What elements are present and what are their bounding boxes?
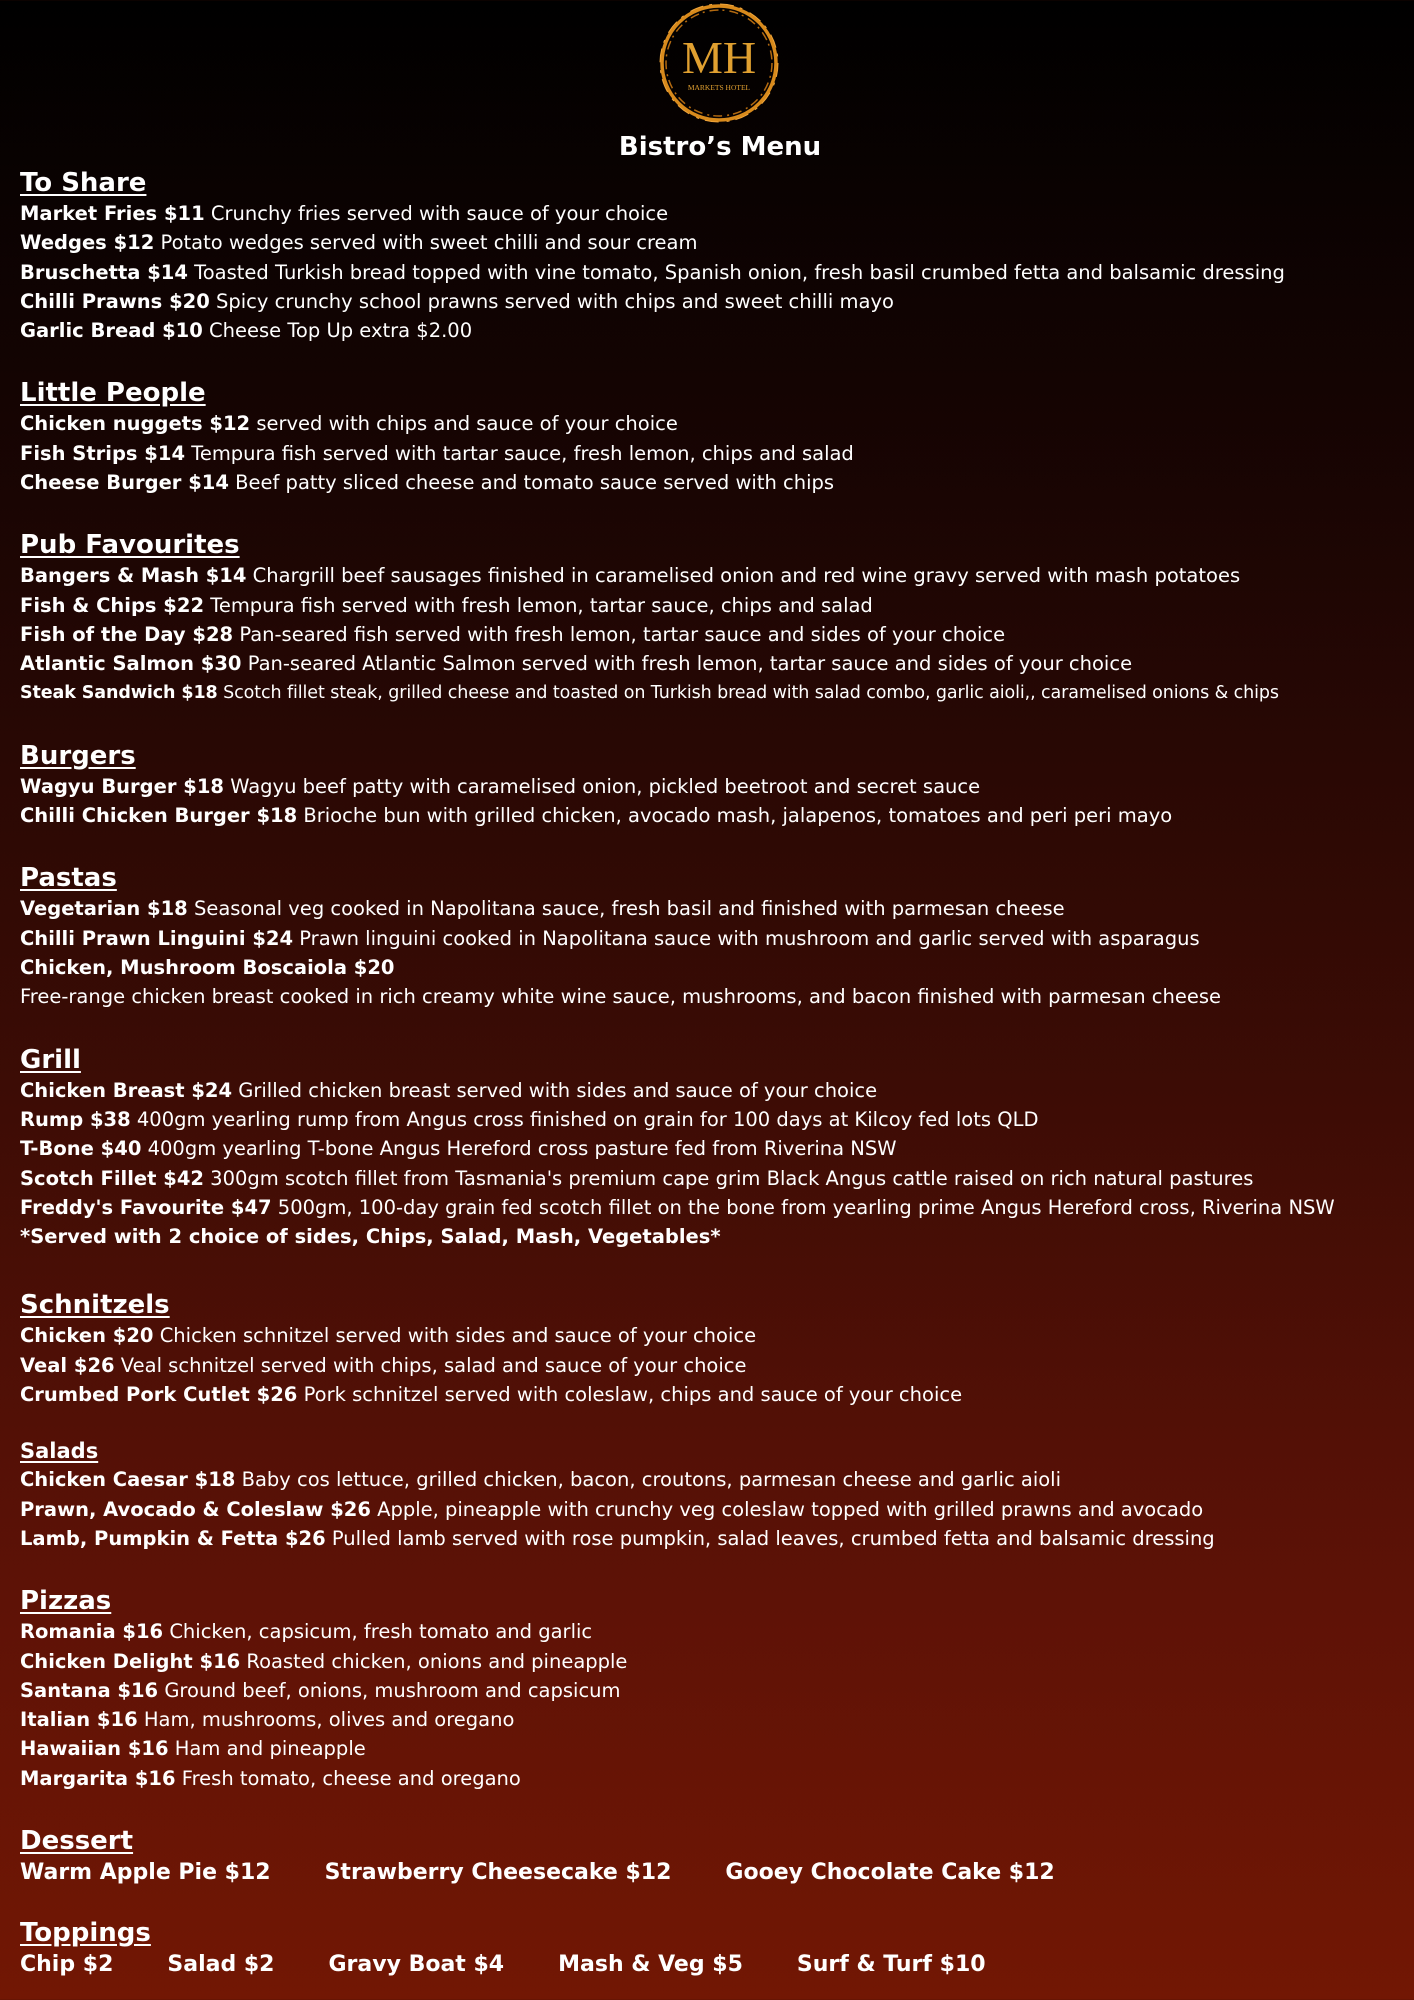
- menu-item: Bruschetta $14 Toasted Turkish bread topped with vine tomato, Spanish onion, fresh basil crumbed fetta and balsamic dressing: [20, 260, 1285, 284]
- menu-content: [20, 167, 1410, 1981]
- dessert-item: Strawberry Cheesecake $12: [324, 1859, 672, 1885]
- menu-item-description: Free-range chicken breast cooked in rich creamy white wine sauce, mushrooms, and bacon finished with parmesan cheese: [20, 985, 1222, 1009]
- menu-item: Fish & Chips $22 Tempura fish served with fresh lemon, tartar sauce, chips and salad: [20, 593, 873, 617]
- menu-item: Chicken nuggets $12 served with chips and sauce of your choice: [20, 412, 678, 436]
- section-title: Toppings: [20, 1917, 151, 1948]
- menu-item: Bangers & Mash $14 Chargrill beef sausages finished in caramelised onion and red wine gravy served with mash potatoes: [20, 564, 1241, 588]
- section-title: Pub Favourites: [20, 530, 240, 561]
- menu-item: Chicken Caesar $18 Baby cos lettuce, grilled chicken, bacon, croutons, parmesan cheese and garlic aioli: [20, 1468, 1062, 1492]
- menu-item: Chilli Prawn Linguini $24 Prawn linguini cooked in Napolitana sauce with mushroom and garlic served with asparagus: [20, 926, 1200, 950]
- menu-item: Veal $26 Veal schnitzel served with chips, salad and sauce of your choice: [20, 1353, 747, 1377]
- section-grill: [20, 1044, 1410, 1252]
- section-title: Grill: [20, 1044, 81, 1075]
- menu-item: Atlantic Salmon $30 Pan-seared Atlantic Salmon served with fresh lemon, tartar sauce and sides of your choice: [20, 652, 1133, 676]
- section-pub-favourites: [20, 529, 1410, 707]
- section-title: Burgers: [20, 740, 136, 771]
- menu-item: Chicken $20 Chicken schnitzel served with sides and sauce of your choice: [20, 1324, 757, 1348]
- section-title: Schnitzels: [20, 1290, 170, 1321]
- menu-item: Market Fries $11 Crunchy fries served with sauce of your choice: [20, 202, 669, 225]
- menu-item: Wedges $12 Potato wedges served with sweet chilli and sour cream: [20, 231, 698, 255]
- menu-item: Rump $38 400gm yearling rump from Angus cross finished on grain for 100 days at Kilcoy fed lots QLD: [20, 1107, 1039, 1131]
- topping-item: Surf & Turf $10: [796, 1951, 986, 1977]
- section-title: Pizzas: [20, 1586, 112, 1617]
- menu-item: Chicken Delight $16 Roasted chicken, onions and pineapple: [20, 1649, 628, 1673]
- menu-item: Prawn, Avocado & Coleslaw $26 Apple, pineapple with crunchy veg coleslaw topped with grilled prawns and avocado: [20, 1497, 1204, 1521]
- markets-hotel-logo: [658, 2, 780, 124]
- topping-item: Salad $2: [167, 1951, 275, 1977]
- section-dessert: [20, 1825, 1410, 1889]
- svg-text:MARKETS HOTEL: MARKETS HOTEL: [687, 83, 751, 92]
- dessert-item: Gooey Chocolate Cake $12: [725, 1859, 1055, 1885]
- menu-item: Wagyu Burger $18 Wagyu beef patty with caramelised onion, pickled beetroot and secret sauce: [20, 774, 981, 798]
- section-title: To Share: [20, 168, 147, 198]
- menu-item: Chicken Breast $24 Grilled chicken breast served with sides and sauce of your choice: [20, 1078, 878, 1102]
- menu-item: Crumbed Pork Cutlet $26 Pork schnitzel served with coleslaw, chips and sauce of your choice: [20, 1383, 963, 1407]
- menu-item: Chilli Chicken Burger $18 Brioche bun with grilled chicken, avocado mash, jalapenos, tomatoes and peri peri mayo: [20, 804, 1173, 828]
- menu-item: Lamb, Pumpkin & Fetta $26 Pulled lamb served with rose pumpkin, salad leaves, crumbed fetta and balsamic dressing: [20, 1526, 1215, 1550]
- section-schnitzels: [20, 1289, 1410, 1409]
- menu-item: Hawaiian $16 Ham and pineapple: [20, 1737, 366, 1761]
- section-title: Dessert: [20, 1825, 134, 1856]
- menu-item: Fish Strips $14 Tempura fish served with tartar sauce, fresh lemon, chips and salad: [20, 441, 854, 465]
- sides-note: *Served with 2 choice of sides, Chips, Salad, Mash, Vegetables*: [20, 1225, 721, 1249]
- menu-item: Romania $16 Chicken, capsicum, fresh tomato and garlic: [20, 1620, 593, 1644]
- topping-item: Gravy Boat $4: [328, 1951, 505, 1977]
- menu-item: Italian $16 Ham, mushrooms, olives and oregano: [20, 1708, 515, 1732]
- section-title: Pastas: [20, 863, 117, 894]
- menu-item: Scotch Fillet $42 300gm scotch fillet from Tasmania's premium cape grim Black Angus cattle raised on rich natural pastures: [20, 1166, 1254, 1190]
- page-title: Bistro’s Menu: [618, 132, 822, 162]
- section-little-people: [20, 377, 1410, 497]
- svg-text:MH: MH: [681, 32, 757, 83]
- topping-item: Chip $2: [20, 1951, 114, 1977]
- dessert-item: Warm Apple Pie $12: [20, 1859, 271, 1885]
- section-to-share: [20, 167, 1410, 345]
- menu-item: Steak Sandwich $18 Scotch fillet steak, grilled cheese and toasted on Turkish bread with salad combo, garlic aioli,, caramelised onions & chips: [20, 682, 1279, 703]
- section-pizzas: [20, 1585, 1410, 1793]
- menu-item: Santana $16 Ground beef, onions, mushroom and capsicum: [20, 1678, 621, 1702]
- menu-item: Cheese Burger $14 Beef patty sliced cheese and tomato sauce served with chips: [20, 471, 835, 495]
- section-burgers: [20, 740, 1410, 831]
- topping-item: Mash & Veg $5: [558, 1951, 743, 1977]
- menu-item: Chicken, Mushroom Boscaiola $20: [20, 956, 395, 980]
- section-title: Salads: [20, 1439, 99, 1464]
- menu-item: Fish of the Day $28 Pan-seared fish served with fresh lemon, tartar sauce and sides of your choice: [20, 622, 1006, 646]
- menu-item: Freddy's Favourite $47 500gm, 100-day grain fed scotch fillet on the bone from yearling prime Angus Hereford cross, Riverina NSW: [20, 1195, 1335, 1219]
- menu-item: Vegetarian $18 Seasonal veg cooked in Napolitana sauce, fresh basil and finished with parmesan cheese: [20, 897, 1065, 921]
- section-salads: [20, 1437, 1410, 1553]
- menu-item: T-Bone $40 400gm yearling T-bone Angus Hereford cross pasture fed from Riverina NSW: [20, 1137, 897, 1161]
- section-toppings: [20, 1917, 1410, 1981]
- section-title: Little People: [20, 378, 206, 409]
- section-pastas: [20, 862, 1410, 1011]
- menu-item: Garlic Bread $10 Cheese Top Up extra $2.00: [20, 319, 473, 343]
- menu-item: Margarita $16 Fresh tomato, cheese and oregano: [20, 1766, 521, 1790]
- menu-item: Chilli Prawns $20 Spicy crunchy school prawns served with chips and sweet chilli mayo: [20, 289, 894, 313]
